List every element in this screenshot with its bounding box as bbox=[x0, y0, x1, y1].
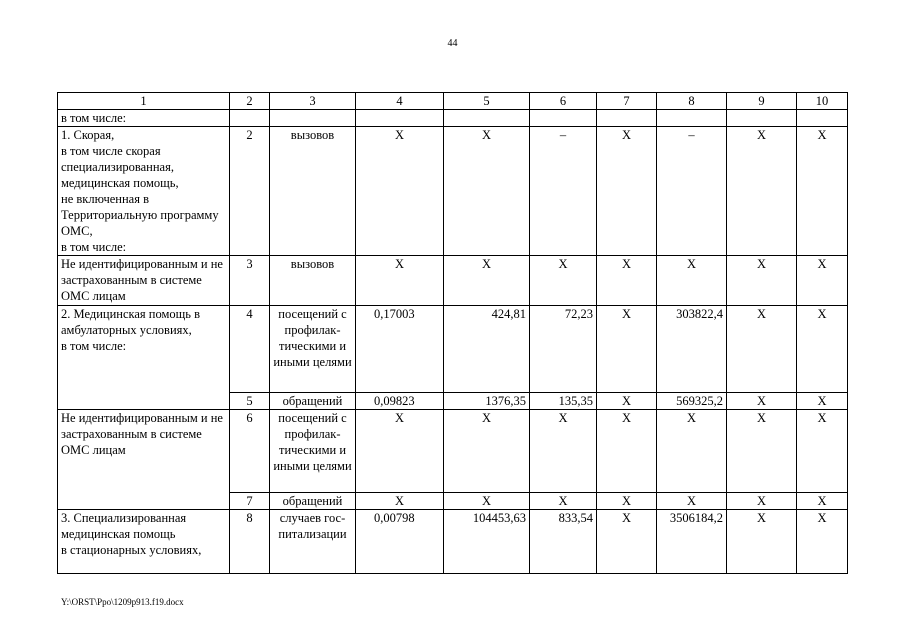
value-cell: Х bbox=[727, 306, 797, 393]
value-cell: – bbox=[530, 127, 597, 256]
description-text: 2. Медицинская помощь в амбулаторных условиях, в том числе: bbox=[61, 307, 201, 353]
value-cell: 135,35 bbox=[530, 393, 597, 410]
unit-cell: вызовов bbox=[270, 256, 356, 306]
header-cell: 7 bbox=[597, 93, 657, 110]
table-row bbox=[58, 510, 848, 574]
value-cell: Х bbox=[727, 410, 797, 493]
value-cell: 303822,4 bbox=[657, 306, 727, 393]
table-row bbox=[58, 256, 848, 306]
value-cell: Х bbox=[727, 393, 797, 410]
value-cell: Х bbox=[530, 493, 597, 510]
header-cell: 5 bbox=[444, 93, 530, 110]
data-table bbox=[57, 92, 848, 574]
value-cell: Х bbox=[657, 256, 727, 306]
row-description bbox=[58, 306, 230, 410]
value-cell: Х bbox=[727, 127, 797, 256]
value-cell: Х bbox=[727, 510, 797, 574]
header-cell: 9 bbox=[727, 93, 797, 110]
header-cell: 2 bbox=[230, 93, 270, 110]
file-path-footer: Y:\ORST\Ppo\1209p913.f19.docx bbox=[61, 597, 184, 607]
value-cell: Х bbox=[797, 393, 848, 410]
value-cell: 833,54 bbox=[530, 510, 597, 574]
header-cell: 4 bbox=[356, 93, 444, 110]
value-cell: Х bbox=[444, 493, 530, 510]
value-cell: Х bbox=[797, 256, 848, 306]
value-cell: Х bbox=[797, 127, 848, 256]
table-header-row bbox=[58, 93, 848, 110]
value-cell: 569325,2 bbox=[657, 393, 727, 410]
table-row bbox=[58, 110, 848, 127]
value-cell: Х bbox=[727, 256, 797, 306]
row-number: 7 bbox=[230, 493, 270, 510]
value-cell: Х bbox=[597, 306, 657, 393]
value-cell: Х bbox=[597, 127, 657, 256]
value-cell: Х bbox=[356, 493, 444, 510]
value-cell: Х bbox=[797, 493, 848, 510]
value-cell: Х bbox=[530, 410, 597, 493]
value-cell: Х bbox=[597, 393, 657, 410]
value-cell: Х bbox=[657, 410, 727, 493]
value-cell: Х bbox=[597, 510, 657, 574]
table-row bbox=[58, 127, 848, 256]
value-cell: Х bbox=[797, 510, 848, 574]
row-number: 2 bbox=[230, 127, 270, 256]
value-cell: Х bbox=[597, 410, 657, 493]
unit-cell: обращений bbox=[270, 493, 356, 510]
row-description: Не идентифицированным и не застрахованным в системе ОМС лицам bbox=[58, 256, 230, 306]
value-cell: Х bbox=[444, 410, 530, 493]
value-cell: Х bbox=[356, 410, 444, 493]
unit-cell: обращений bbox=[270, 393, 356, 410]
value-cell: Х bbox=[657, 493, 727, 510]
unit-cell: посещений с профилак-тическими и иными целями bbox=[270, 410, 356, 493]
header-cell: 1 bbox=[58, 93, 230, 110]
unit-cell: случаев гос-питализации bbox=[270, 510, 356, 574]
value-cell: 1376,35 bbox=[444, 393, 530, 410]
value-cell: 0,17003 bbox=[356, 306, 444, 393]
description-text: 1. Скорая, в том числе скорая специализированная, медицинская помощь, не включенная в Территориальную программу ОМС, в том числе: bbox=[61, 128, 219, 254]
value-cell: Х bbox=[797, 410, 848, 493]
value-cell: 72,23 bbox=[530, 306, 597, 393]
row-description bbox=[58, 127, 230, 256]
header-cell: 3 bbox=[270, 93, 356, 110]
value-cell: – bbox=[657, 127, 727, 256]
header-cell: 8 bbox=[657, 93, 727, 110]
value-cell: 3506184,2 bbox=[657, 510, 727, 574]
value-cell: 0,09823 bbox=[356, 393, 444, 410]
description-text: 3. Специализированная медицинская помощь в стационарных условиях, bbox=[61, 511, 202, 557]
value-cell: Х bbox=[597, 493, 657, 510]
value-cell: Х bbox=[444, 127, 530, 256]
header-cell: 10 bbox=[797, 93, 848, 110]
value-cell: 104453,63 bbox=[444, 510, 530, 574]
value-cell: Х bbox=[356, 127, 444, 256]
value-cell: Х bbox=[597, 256, 657, 306]
value-cell: 0,00798 bbox=[356, 510, 444, 574]
page-number: 44 bbox=[447, 38, 458, 49]
row-number: 6 bbox=[230, 410, 270, 493]
value-cell: 424,81 bbox=[444, 306, 530, 393]
row-number: 8 bbox=[230, 510, 270, 574]
row-number: 4 bbox=[230, 306, 270, 393]
unit-cell: посещений с профилак-тическими и иными целями bbox=[270, 306, 356, 393]
row-number: 5 bbox=[230, 393, 270, 410]
value-cell: Х bbox=[444, 256, 530, 306]
table-row bbox=[58, 306, 848, 393]
row-description bbox=[58, 510, 230, 574]
value-cell: Х bbox=[356, 256, 444, 306]
value-cell: Х bbox=[797, 306, 848, 393]
row-description: в том числе: bbox=[58, 110, 230, 127]
unit-cell: вызовов bbox=[270, 127, 356, 256]
table-row bbox=[58, 410, 848, 493]
value-cell: Х bbox=[727, 493, 797, 510]
row-description: Не идентифицированным и не застрахованным в системе ОМС лицам bbox=[58, 410, 230, 510]
row-number: 3 bbox=[230, 256, 270, 306]
header-cell: 6 bbox=[530, 93, 597, 110]
value-cell: Х bbox=[530, 256, 597, 306]
